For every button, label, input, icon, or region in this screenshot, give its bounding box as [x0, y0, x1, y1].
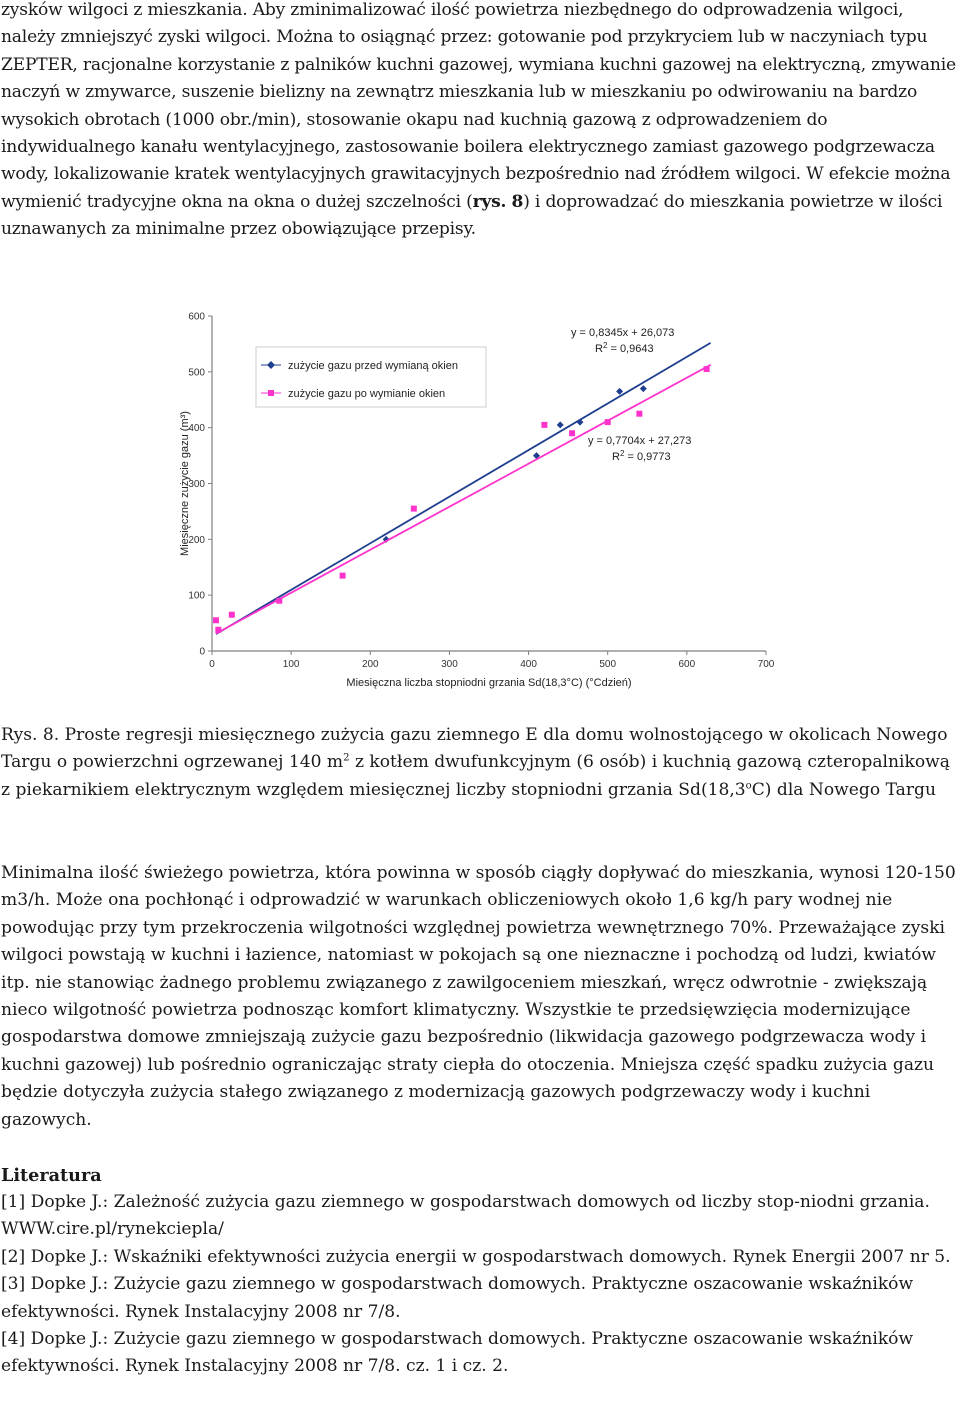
figure-ref-number: 8 [511, 191, 524, 212]
references-list [1, 1189, 959, 1381]
data-point-after [605, 419, 611, 425]
x-tick-label: 0 [209, 659, 215, 670]
caption-text-middle: z kotłem dwufunkcyjnym (6 osób) i kuchnią gazową czteropalnikową z piekarnikiem elektrycznym względem miesięcznej liczby stopniodni grzania Sd(18,3 [1, 752, 950, 800]
x-tick-label: 700 [757, 659, 775, 670]
r-squared-label: $R^2 = 0,9773$ [612, 448, 671, 463]
caption-superscript-area: 2 [343, 752, 350, 764]
y-tick-label: 500 [188, 367, 205, 379]
x-tick-label: 200 [361, 659, 379, 670]
reference-item: [1] Dopke J.: Zależność zużycia gazu ziemnego w gospodarstwach domowych od liczby stop-niodni grzania. WWW.cire.pl/rynekciepla/ [1, 1192, 930, 1240]
x-tick-label: 100 [282, 659, 300, 670]
data-point-after [636, 411, 642, 417]
trendline-equation: y = 0,8345x + 26,073 [571, 327, 675, 339]
intro-text-end: ) i doprowadzać do mieszkania powietrze w ilości uznawanych za minimalne przez obowiązujące przepisy. [1, 191, 943, 240]
y-axis-label: Miesięczne zużycie gazu (m³) [179, 411, 191, 556]
intro-text: zysków wilgoci z mieszkania. Aby zminimalizować ilość powietrza niezbędnego do odprowadzenia wilgoci, należy zmniejszyć zyski wilgoci. Można to osiągnąć przez: gotowanie pod przykryciem lub w naczyniach typu ZEPTER, racjonalne korzystanie z palników kuchni gazowej, wymiana kuchni gazowej na elektryczną, zmywanie naczyń w zmywarce, suszenie bielizny na zewnątrz mieszkania lub w mieszkaniu po odwirowaniu na bardzo wysokich obrotach (1000 obr./min), stosowanie okapu nad kuchnią gazową z odprowadzeniem do indywidualnego kanału wentylacyjnego, zastosowanie boilera elektrycznego zamiast gazowego podgrzewacza wody, lokalizowanie kratek wentylacyjnych grawitacyjnych bezpośrednio nad źródłem wilgoci. W efekcie można wymienić tradycyjne okna na okna o dużej szczelności ( [1, 0, 956, 212]
reference-item: [3] Dopke J.: Zużycie gazu ziemnego w gospodarstwach domowych. Praktyczne oszacowanie wskaźników efektywności. Rynek Instalacyjny 2008 nr 7/8. [1, 1274, 914, 1322]
x-axis-label: Miesięczna liczba stopniodni grzania Sd(18,3°C) (°Cdzień) [346, 677, 632, 689]
references-heading: Literatura [1, 1165, 102, 1186]
data-point-after [569, 430, 575, 436]
caption-text-end: C) dla Nowego Targu [751, 779, 936, 800]
trendline-equation: y = 0,7704x + 27,273 [588, 435, 692, 447]
data-point-after [704, 366, 710, 372]
x-tick-label: 600 [678, 659, 696, 670]
data-point-after [213, 617, 219, 623]
y-tick-label: 100 [188, 590, 205, 602]
y-tick-label: 400 [188, 423, 205, 435]
data-point-after [411, 506, 417, 512]
data-point-after [229, 612, 235, 618]
reference-item: [2] Dopke J.: Wskaźniki efektywności zużycia energii w gospodarstwach domowych. Rynek Energii 2007 nr 5. [1, 1246, 951, 1267]
y-tick-label: 200 [188, 534, 205, 546]
x-tick-label: 500 [599, 659, 617, 670]
x-tick-label: 400 [520, 659, 537, 670]
figure-ref-word: rys. [472, 191, 507, 212]
r-squared-label: $R^2 = 0,9643$ [595, 340, 654, 355]
y-tick-label: 300 [188, 479, 205, 490]
caption-superscript-degree: o [745, 780, 752, 792]
x-tick-label: 300 [441, 659, 458, 670]
legend-label: zużycie gazu przed wymianą okien [288, 360, 458, 372]
regression-chart [176, 304, 796, 704]
regression-figure [176, 304, 796, 704]
intro-paragraph [1, 0, 959, 244]
data-point-before [557, 421, 564, 428]
reference-item: [4] Dopke J.: Zużycie gazu ziemnego w gospodarstwach domowych. Praktyczne oszacowanie wskaźników efektywności. Rynek Instalacyjny 2008 nr 7/8. cz. 1 i cz. 2. [1, 1329, 914, 1377]
body-paragraph: Minimalna ilość świeżego powietrza, która powinna w sposób ciągły dopływać do mieszkania, wynosi 120-150 m3/h. Może ona pochłonąć i odprowadzić w warunkach obliczeniowych około 1,6 kg/h pary wodnej nie powodując przy tym przekroczenia wilgotności względnej powietrza wewnętrznego 70%. Przeważające zyski wilgoci powstają w kuchni i łazience, natomiast w pokojach są one nieznaczne i pochodzą od ludzi, kwiatów itp. nie stanowiąc żadnego problemu związanego z zawilgoceniem mieszkań, wręcz odwrotnie - zwiększają nieco wilgotność powietrza podnosząc komfort klimatyczny. Wszystkie te przedsięwzięcia modernizujące gospodarstwa domowe zmniejszają zużycie gazu bezpośrednio (likwidacja gazowego podgrzewacza wody i kuchni gazowej) lub pośrednio ograniczając straty ciepła do otoczenia. Mniejsza część spadku zużycia gazu będzie dotyczyła zużycia stałego związanego z modernizacją gazowych podgrzewaczy wody i kuchni gazowych. [1, 863, 956, 1130]
y-tick-label: 0 [199, 646, 205, 658]
data-point-before [616, 388, 623, 395]
figure-caption [1, 722, 959, 804]
data-point-after [276, 598, 282, 604]
data-point-before [577, 419, 584, 426]
data-point-before [640, 385, 647, 392]
y-tick-label: 600 [188, 311, 205, 323]
legend-label: zużycie gazu po wymianie okien [288, 388, 446, 400]
data-point-after [541, 422, 547, 428]
caption-text: Rys. 8. Proste regresji miesięcznego zużycia gazu ziemnego E dla domu wolnostojącego w okolicach Nowego Targu o powierzchni ogrzewanej 140 m [1, 725, 948, 773]
data-point-after [215, 627, 221, 633]
data-point-after [340, 573, 346, 579]
